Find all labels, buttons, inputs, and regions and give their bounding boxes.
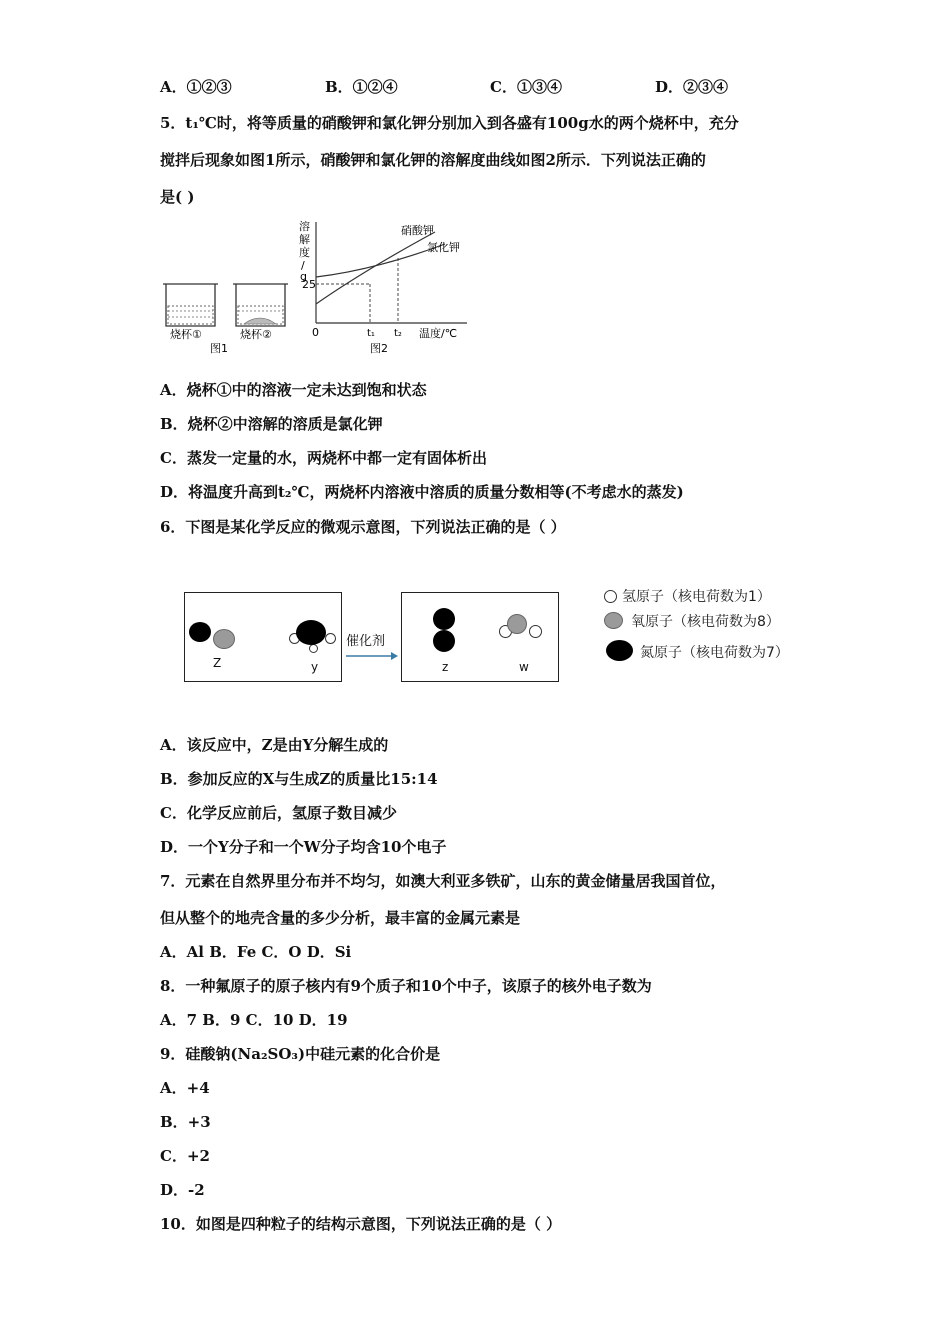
q9-option-a: A．+4 [160, 1079, 210, 1097]
q5-stem-line3: 是( ) [160, 188, 195, 206]
hydrogen-atom [309, 644, 318, 653]
legend-kcl: 氯化钾 [427, 241, 460, 254]
legend-kno3: 硝酸钾 [401, 224, 434, 237]
label-w: w [519, 660, 529, 674]
q5-option-d: D．将温度升高到t₂℃，两烧杯内溶液中溶质的质量分数相等(不考虑水的蒸发) [160, 483, 684, 501]
label-y: y [311, 660, 319, 674]
label-Z: Z [213, 656, 222, 670]
q6-option-b: B．参加反应的X与生成Z的质量比15:14 [160, 770, 438, 788]
ylabel-char-5: g [300, 270, 307, 283]
legend-oxygen: 氧原子（核电荷数为8） [631, 614, 780, 630]
q5-figure1 [160, 276, 290, 356]
q4-option-d: D．②③④ [655, 78, 729, 96]
ylabel-char-2: 解 [299, 233, 310, 246]
q6-option-c: C．化学反应前后，氢原子数目减少 [160, 804, 397, 822]
beaker-1-drawing [163, 284, 218, 326]
q5-option-a: A．烧杯①中的溶液一定未达到饱和状态 [160, 381, 427, 399]
legend-nitrogen-icon [606, 640, 633, 661]
beaker-1-label: 烧杯① [170, 328, 202, 341]
ylabel-char-3: 度 [299, 246, 310, 259]
legend-hydrogen-icon [604, 590, 617, 603]
q10-stem: 10．如图是四种粒子的结构示意图，下列说法正确的是（ ） [160, 1215, 562, 1233]
q7-stem-line2: 但从整个的地壳含量的多少分析，最丰富的金属元素是 [160, 909, 521, 927]
q6-option-d: D．一个Y分子和一个W分子均含10个电子 [160, 838, 447, 856]
q7-options: A．Al B．Fe C．O D．Si [160, 943, 352, 961]
q5-option-c: C．蒸发一定量的水，两烧杯中都一定有固体析出 [160, 449, 487, 467]
q6-stem: 6．下图是某化学反应的微观示意图，下列说法正确的是（ ） [160, 518, 566, 536]
q5-figure2 [295, 218, 475, 356]
curve-kno3 [316, 232, 435, 304]
q9-option-c: C．+2 [160, 1147, 210, 1165]
nitrogen-atom [296, 620, 326, 645]
q7-stem-line1: 7．元素在自然界里分布并不均匀，如澳大利亚多铁矿，山东的黄金储量居我国首位， [160, 872, 726, 890]
q9-stem: 9．硅酸钠(Na₂SO₃)中硅元素的化合价是 [160, 1045, 441, 1063]
curve-kcl [316, 244, 445, 277]
xtick-t2: t₂ [394, 328, 402, 339]
q4-option-b: B．①②④ [325, 78, 398, 96]
legend-hydrogen: 氢原子（核电荷数为1） [622, 589, 771, 605]
legend-oxygen-icon [604, 612, 623, 629]
hydrogen-atom [325, 633, 336, 644]
label-z: z [442, 660, 449, 674]
q4-option-c: C．①③④ [490, 78, 562, 96]
fig2-caption: 图2 [370, 342, 388, 355]
q9-option-d: D．-2 [160, 1181, 205, 1199]
q9-option-b: B．+3 [160, 1113, 211, 1131]
q5-stem-line1: 5．t₁℃时，将等质量的硝酸钾和氯化钾分别加入到各盛有100g水的两个烧杯中，充分 [160, 114, 739, 132]
fig1-caption: 图1 [210, 342, 228, 355]
q6-option-a: A．该反应中，Z是由Y分解生成的 [160, 736, 389, 754]
ylabel-char-4: / [301, 259, 305, 272]
legend-nitrogen: 氮原子（核电荷数为7） [640, 645, 789, 661]
beaker-2-label: 烧杯② [240, 328, 272, 341]
reactants-box [184, 592, 342, 682]
xlabel: 温度/℃ [419, 327, 458, 340]
nitrogen-atom [189, 622, 211, 642]
catalyst-label: 催化剂 [346, 634, 386, 649]
products-box [401, 592, 559, 682]
beaker-2-drawing [233, 284, 288, 326]
q5-option-b: B．烧杯②中溶解的溶质是氯化钾 [160, 415, 383, 433]
ylabel-char-1: 溶 [299, 220, 310, 233]
hydrogen-atom [529, 625, 542, 638]
oxygen-atom [213, 629, 235, 649]
nitrogen-atom [433, 608, 455, 630]
q4-option-a: A．①②③ [160, 78, 232, 96]
q8-options: A．7 B．9 C．10 D．19 [160, 1011, 348, 1029]
q5-stem-line2: 搅拌后现象如图1所示，硝酸钾和氯化钾的溶解度曲线如图2所示．下列说法正确的 [160, 151, 706, 169]
q8-stem: 8．一种氟原子的原子核内有9个质子和10个中子，该原子的核外电子数为 [160, 977, 652, 995]
nitrogen-atom [433, 630, 455, 652]
ytick-25: 25 [302, 278, 316, 291]
xtick-t1: t₁ [367, 328, 375, 339]
origin-label: 0 [312, 326, 319, 339]
reaction-arrow-icon [344, 650, 400, 662]
oxygen-atom [507, 614, 527, 634]
